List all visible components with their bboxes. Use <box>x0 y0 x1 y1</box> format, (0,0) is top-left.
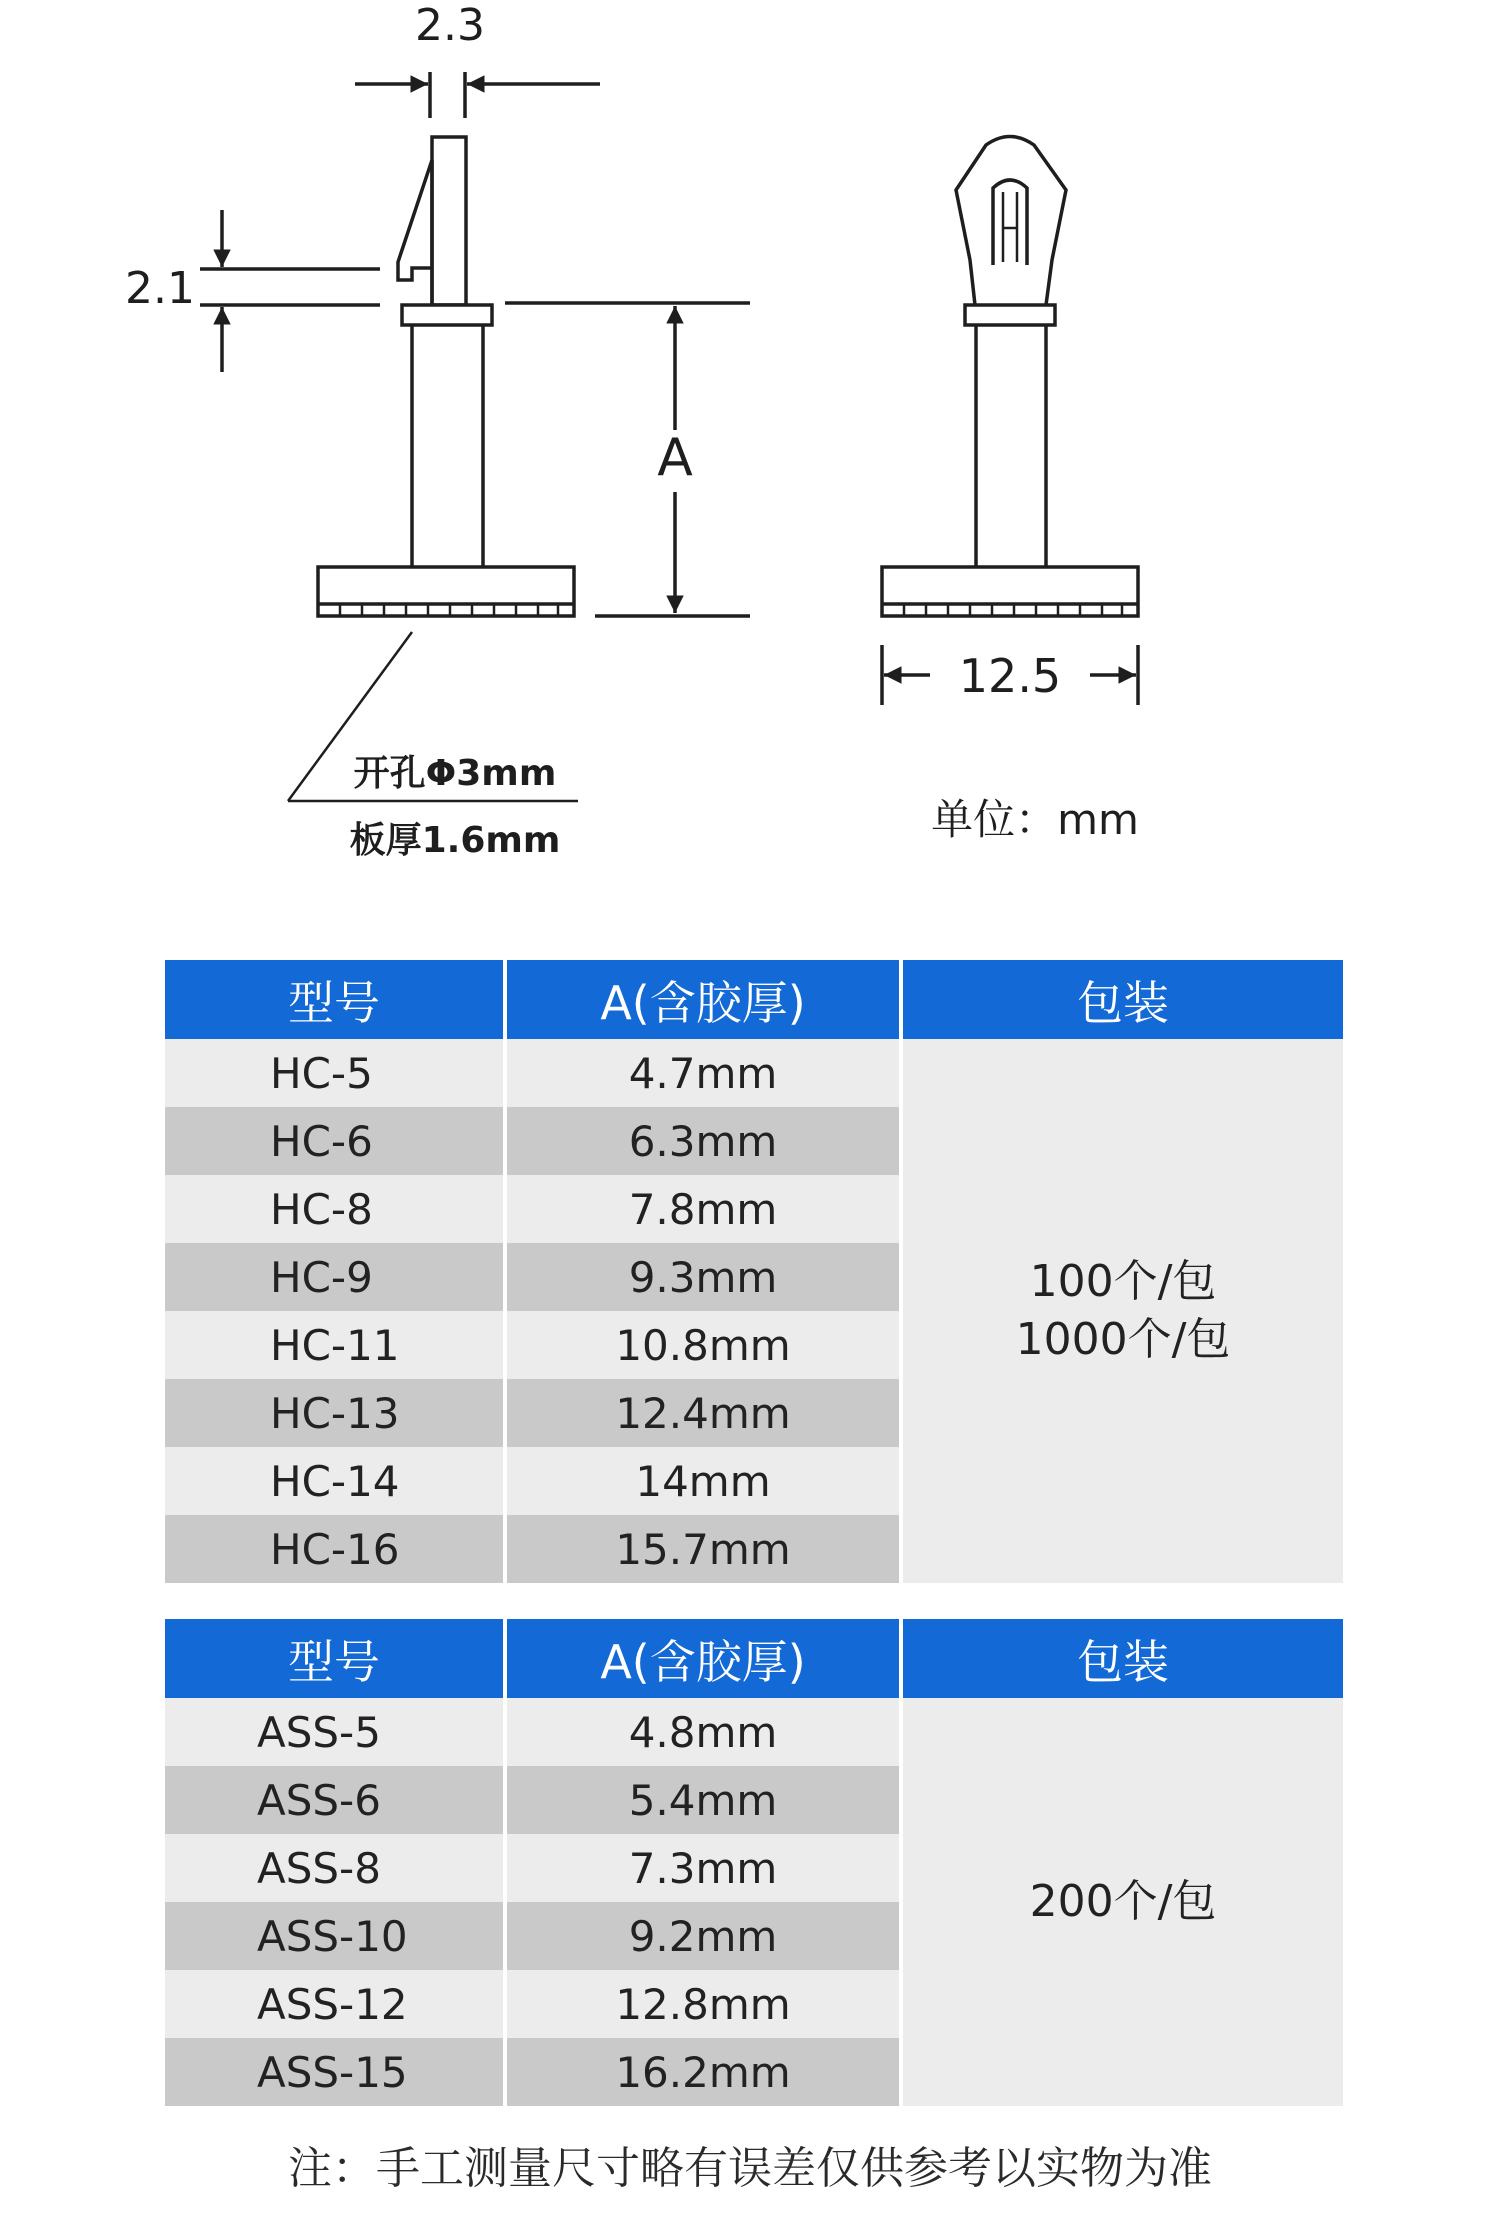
packaging-line: 100个/包 <box>1029 1256 1217 1307</box>
cell-a: 7.8mm <box>507 1175 903 1243</box>
cell-model: HC-5 <box>165 1039 507 1107</box>
cell-model: ASS-12 <box>165 1970 507 2038</box>
header-model: 型号 <box>165 1619 507 1698</box>
dim-top-label: 2.3 <box>415 0 485 51</box>
packaging-line: 200个/包 <box>1029 1876 1217 1927</box>
thickness-label: 板厚1.6mm <box>349 820 561 861</box>
cell-model: HC-11 <box>165 1311 507 1379</box>
header-model: 型号 <box>165 960 507 1039</box>
cell-a: 4.7mm <box>507 1039 903 1107</box>
cell-model: ASS-10 <box>165 1902 507 1970</box>
header-a: A(含胶厚) <box>507 1619 903 1698</box>
ass-spec-table <box>165 1619 1343 2106</box>
cell-a: 9.2mm <box>507 1902 903 1970</box>
cell-a: 4.8mm <box>507 1698 903 1766</box>
cell-a: 9.3mm <box>507 1243 903 1311</box>
dim-left-label: 2.1 <box>125 263 195 314</box>
cell-model: ASS-5 <box>165 1698 507 1766</box>
cell-a: 16.2mm <box>507 2038 903 2106</box>
table-row <box>165 1039 1343 1107</box>
cell-a: 12.8mm <box>507 1970 903 2038</box>
cell-a: 7.3mm <box>507 1834 903 1902</box>
cell-packaging <box>903 1039 1343 1583</box>
header-packaging: 包装 <box>903 960 1343 1039</box>
cell-model: ASS-6 <box>165 1766 507 1834</box>
cell-model: HC-6 <box>165 1107 507 1175</box>
packaging-line: 1000个/包 <box>1015 1314 1231 1365</box>
front-view <box>882 137 1138 706</box>
disclaimer-note: 注：手工测量尺寸略有误差仅供参考以实物为准 <box>288 2143 1212 2194</box>
table-header-row <box>165 960 1343 1039</box>
cell-model: HC-13 <box>165 1379 507 1447</box>
cell-model: HC-14 <box>165 1447 507 1515</box>
cell-a: 5.4mm <box>507 1766 903 1834</box>
cell-a: 14mm <box>507 1447 903 1515</box>
hole-label: 开孔Φ3mm <box>353 753 557 794</box>
cell-model: ASS-8 <box>165 1834 507 1902</box>
hc-spec-table <box>165 960 1343 1583</box>
cell-model: HC-16 <box>165 1515 507 1583</box>
dim-height-label: A <box>657 428 693 488</box>
table-row <box>165 1698 1343 1766</box>
cell-a: 12.4mm <box>507 1379 903 1447</box>
header-a: A(含胶厚) <box>507 960 903 1039</box>
cell-packaging <box>903 1698 1343 2106</box>
header-packaging: 包装 <box>903 1619 1343 1698</box>
table-header-row <box>165 1619 1343 1698</box>
dim-width-label: 12.5 <box>958 649 1062 703</box>
technical-drawing <box>0 0 1500 900</box>
cell-model: HC-9 <box>165 1243 507 1311</box>
cell-model: ASS-15 <box>165 2038 507 2106</box>
unit-label: 单位：mm <box>931 795 1139 844</box>
cell-a: 15.7mm <box>507 1515 903 1583</box>
cell-a: 6.3mm <box>507 1107 903 1175</box>
cell-a: 10.8mm <box>507 1311 903 1379</box>
cell-model: HC-8 <box>165 1175 507 1243</box>
